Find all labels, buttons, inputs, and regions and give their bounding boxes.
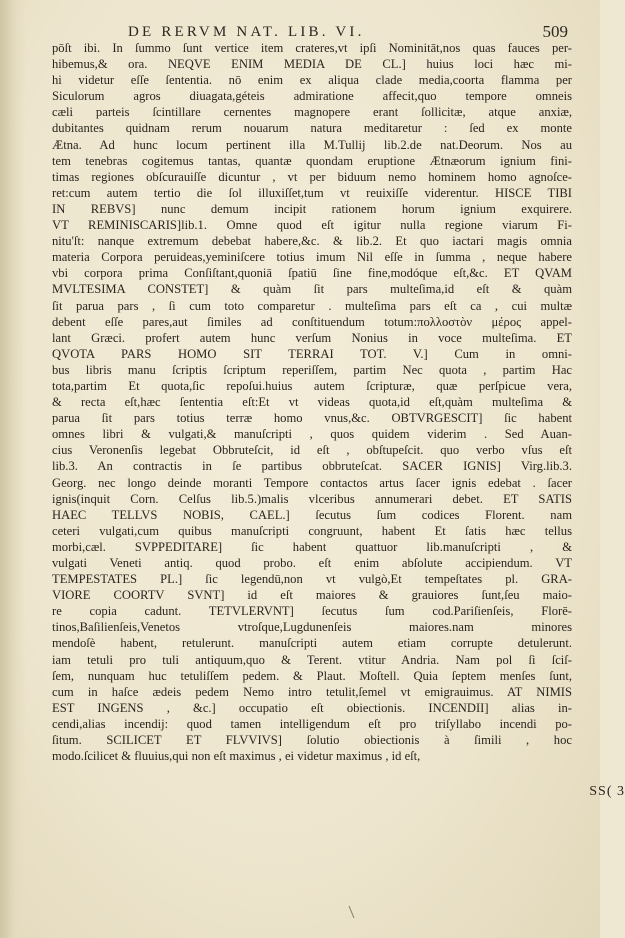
text-line: vulgati Veneti antiq. quod probo. eſt enim abſolute accipiendum. VT (52, 556, 572, 570)
text-line: ſit parua pars , ſi cum toto comparetur . multeſima pars eſt ca , cui multæ (52, 298, 572, 313)
text-line: Georg. nec longo deinde moranti Tempore contactos artus ſacer ignis edebat . ſacer (52, 475, 572, 490)
text-line: bus libris manu ſcriptis ſcriptum reperiſſem, partim Nec quota , partim Hac (52, 362, 572, 377)
text-line: pōſt ibi. In ſummo ſunt vertice item crateres,vt ipſi Nominitāt,nos quas fauces per- (52, 41, 572, 55)
text-line: cæli parteis ſcintillare cernentes magnopere erant ſollicitæ, atque anxiæ, (52, 105, 572, 120)
text-line: materia Corpora peruideas,yeminiſcere totius imum Nil eſſe in ſumma , neque habere (52, 250, 572, 265)
text-line: morbi,cæl. SVPPEDITARE] ſic habent quattuor lib.manuſcripti , & (52, 539, 572, 554)
text-line: hi videtur eſſe ſententia. nō enim ex aliqua clade media,coorta flamma per (52, 73, 572, 88)
text-line: EST INGENS , &c.] occupatio eſt obiectionis. INCENDII] alias in- (52, 700, 572, 715)
text-line: tota,partim Et quota,ſic repoſui.huius autem ſcripturæ, quæ perſpicue vera, (52, 378, 572, 393)
text-line: ſem, nunquam huc tetuliſſem pedem. & Plaut. Moſtell. Quia ſeptem menſes ſunt, (52, 668, 572, 683)
text-line: ignis(inquit Corn. Celſus lib.5.)malis vlceribus annumerari debet. ET SATIS (52, 491, 572, 506)
text-line: & recta eſt,hæc ſententia eſt:Et vt videas quota,id eſt,quàm multeſima & (52, 395, 572, 410)
text-line: tem tenebras cogitemus tantas, quantæ quondam eruptione Ætnæorum ignium fini- (52, 153, 572, 168)
text-line: lib.3. An contractis in ſe partibus obbruteſcat. SACER IGNIS] Virg.lib.3. (52, 459, 572, 474)
text-line: ſitum. SCILICET ET FLVVIVS] ſolutio obiectionis à ſimili , hoc (52, 733, 572, 748)
text-line: VT REMINISCARIS]lib.1. Omne quod eſt igitur nulla regione viarum Fi- (52, 218, 572, 233)
text-line: VIORE COORTV SVNT] id eſt maiores & grauiores ſunt,ſeu maio- (52, 588, 572, 603)
text-line: cius Veronenſis legebat Obbruteſcit, id eſt , obſtupeſcit. quo verbo vſus eſt (52, 443, 572, 458)
text-line: nitu'ſt: nanque extremum debebat habere,&c. & lib.2. Et quo iactari magis omnia (52, 234, 572, 249)
pencil-mark (348, 905, 356, 919)
text-line: Ætna. Ad hunc locum pertinent illa M.Tullij lib.2.de nat.Deorum. Nos au (52, 137, 572, 152)
text-line: timas regiones obſcurauiſſe dicuntur , vt per biduum nemo hominem homo agnoſce- (52, 169, 572, 184)
text-line: mendoſè habent, retulerunt. manuſcripti autem etiam corrupte detulerunt. (52, 636, 572, 651)
text-line: Siculorum agros diuagata,géteis admiratione affecit,quo tempore omneis (52, 89, 572, 104)
text-line: re copia cadunt. TETVLERVNT] ſecutus ſum cod.Pariſienſeis, Florē- (52, 604, 572, 619)
text-line: debent eſſe pares,aut ſimiles ad conſtituendum totum:πολλοστὸν μέρος appel- (52, 314, 572, 329)
text-line: iam tetuli pro tuli antiquum,quo & Terent. vtitur Andria. Nam pol ſi ſciſ- (52, 652, 572, 667)
commentary-text (52, 40, 625, 799)
text-line: cendi,alias incendij: quod tamen intelligendum eſt pro triſyllabo incendi po- (52, 716, 572, 731)
page-gutter-shadow (0, 0, 26, 938)
text-line: ceteri vulgati,cum quibus manuſcripti congruunt, habent Et ſatis hæc tellus (52, 523, 572, 538)
text-line: TEMPESTATES PL.] ſic legendū,non vt vulgò,Et tempeſtates pl. GRA- (52, 572, 572, 587)
text-line: vbi corpora prima Conſiſtant,quoniā ſpatiū ſine fine,modóque eſt,&c. ET QVAM (52, 266, 572, 281)
text-line: IN REBVS] nunc demum incipit rationem horum ignium exquirere. (52, 201, 572, 216)
page-number: 509 (542, 22, 568, 41)
text-line: dubitantes quidnam rerum nouarum natura meditaretur : ſed ex monte (52, 121, 572, 136)
text-line: parua ſit pars totius terræ homo vnus,&c. OBTVRGESCIT] ſic habent (52, 411, 572, 426)
text-line: HAEC TELLVS NOBIS, CAEL.] ſecutus ſum codices Florent. nam (52, 507, 572, 522)
catchword: SS( 3 (589, 784, 625, 799)
text-line: QVOTA PARS HOMO SIT TERRAI TOT. V.] Cum in omni- (52, 346, 572, 361)
text-line: omnes libri & vulgati,& manuſcripti , quos quidem viderim . Sed Auan- (52, 427, 572, 442)
text-line: lant Græci. profert autem hunc verſum Nonius in voce multeſima. ET (52, 330, 572, 345)
text-line: modo.ſcilicet & fluuius,qui non eſt maximus , ei videtur maximus , id eſt, (52, 749, 421, 764)
text-line: ret:cum autem tertio die ſol illuxiſſet,tum vt reuixiſſe viderentur. HISCE TIBI (52, 185, 572, 200)
text-line: hibemus,& ora. NEQVE ENIM MEDIA DE CL.] huius loci hæc mi- (52, 57, 572, 72)
text-line: cum in haſce ædeis pedem Nemo intro tetulit,ſemel vt emigrauimus. AT NIMIS (52, 684, 572, 699)
running-title: DE RERVM NAT. LIB. VI. (128, 24, 365, 40)
text-line: MVLTESIMA CONSTET] & quàm ſit pars multeſima,id eſt & quàm (52, 282, 572, 297)
text-line: tinos,Baſilienſeis,Venetos vtroſque,Lugdunenſeis maiores.nam minores (52, 620, 572, 635)
